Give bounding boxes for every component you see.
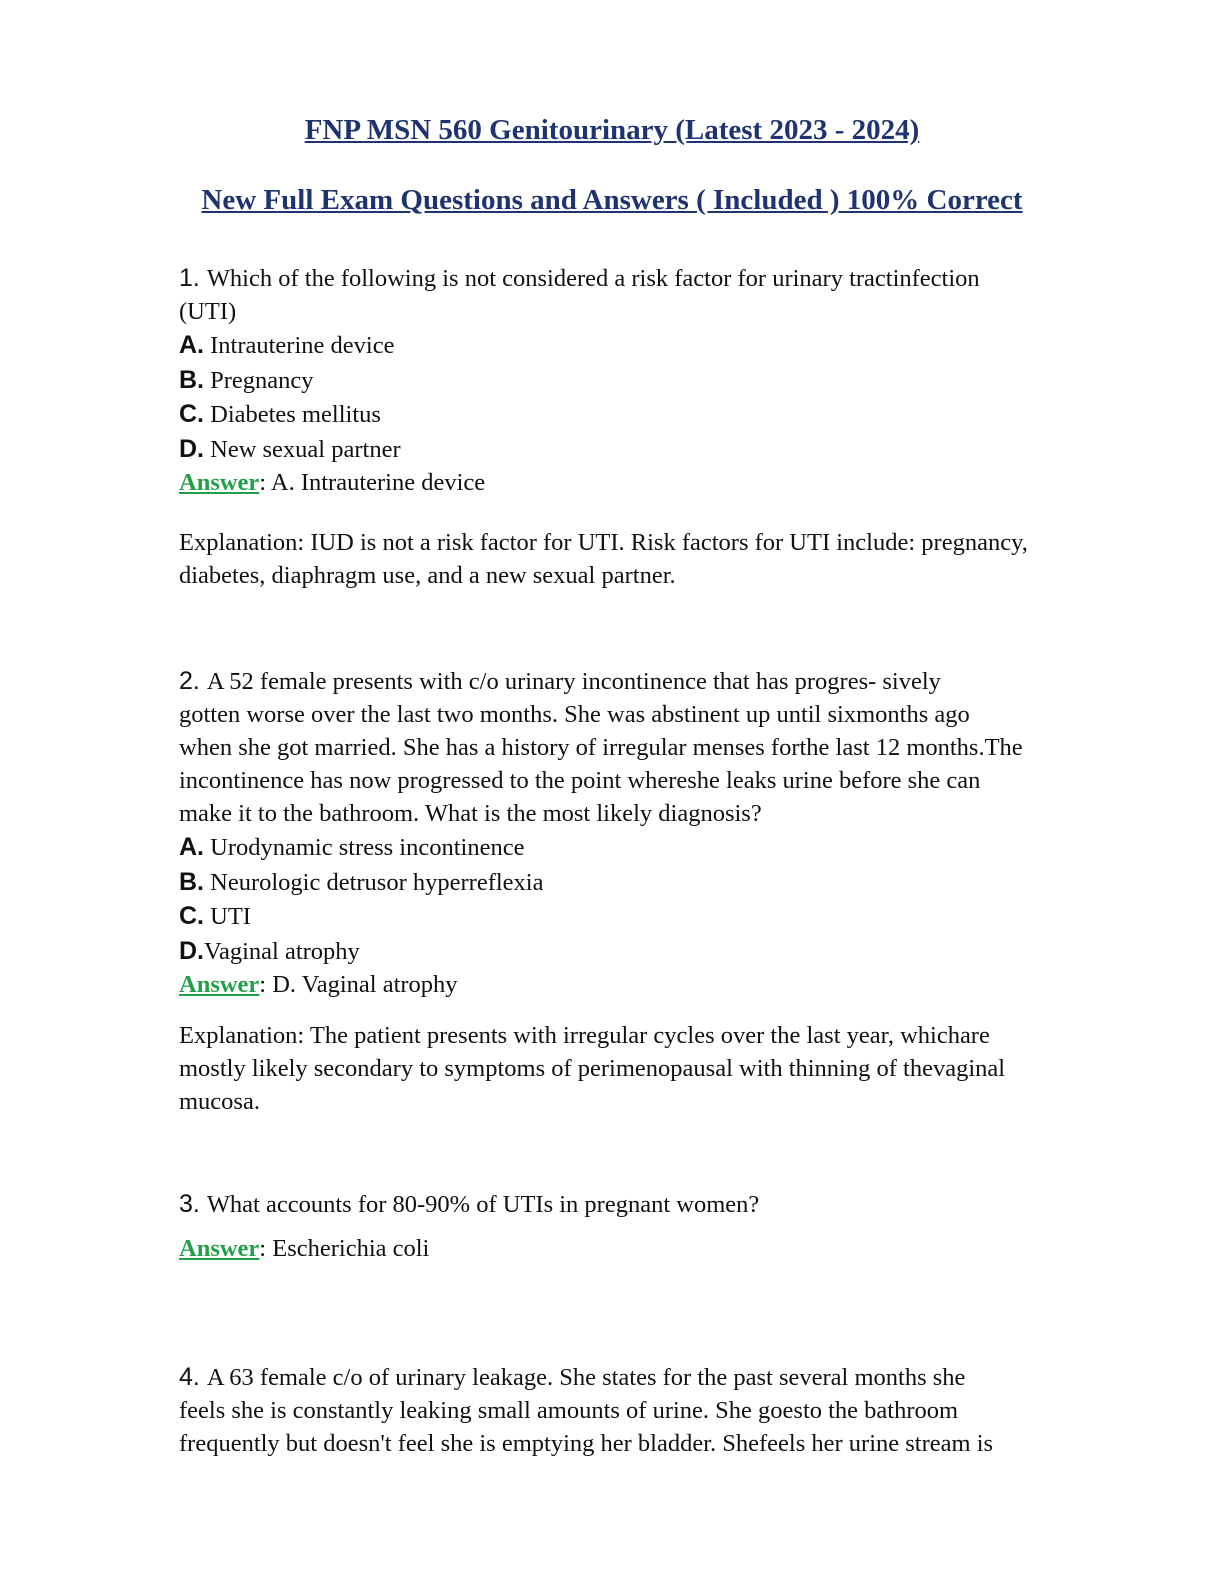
option-text: Diabetes mellitus	[210, 401, 381, 428]
answer-line: Answer: A. Intrauterine device	[179, 469, 486, 496]
option-c	[179, 899, 1139, 934]
answer-3	[179, 1232, 1139, 1265]
question-3-line: 3. What accounts for 80-90% of UTIs in pregnant women?	[179, 1190, 760, 1218]
question-4	[179, 1361, 1139, 1460]
explanation-line: mucosa.	[179, 1088, 260, 1115]
answer-text: D. Vaginal atrophy	[272, 971, 458, 998]
question-text: What accounts for 80-90% of UTIs in pregnant women?	[206, 1191, 760, 1218]
option-text: Vaginal atrophy	[204, 937, 360, 965]
option-b	[179, 363, 1139, 398]
answer-text: Escherichia coli	[272, 1235, 430, 1262]
question-1-line	[179, 295, 1139, 328]
option-letter: A.	[179, 331, 204, 359]
document-title: FNP MSN 560 Genitourinary (Latest 2023 - 2024)	[304, 114, 920, 146]
question-text: A 52 female presents with c/o urinary incontinence that has progres- sively	[206, 668, 941, 695]
option-letter: B.	[179, 867, 204, 896]
answer-line: Answer: D. Vaginal atrophy	[179, 971, 458, 998]
question-2-line: make it to the bathroom. What is the most likely diagnosis?	[179, 800, 762, 827]
question-text: A 63 female c/o of urinary leakage. She states for the past several months she	[206, 1364, 966, 1391]
question-2-line: when she got married. She has a history of irregular menses forthe last 12 months.The	[179, 734, 1023, 761]
question-4-line: frequently but doesn't feel she is emptying her bladder. Shefeels her urine stream is	[179, 1430, 994, 1457]
explanation-1	[179, 526, 1139, 592]
option-letter: D.	[179, 434, 204, 463]
question-2	[179, 665, 1139, 1003]
option-letter: C.	[179, 902, 204, 930]
option-letter: D.	[179, 936, 204, 965]
question-2-line: gotten worse over the last two months. She was abstinent up until sixmonths ago	[179, 701, 970, 728]
question-number: 1	[179, 264, 193, 292]
question-number: 3	[179, 1190, 193, 1218]
explanation-line: diabetes, diaphragm use, and a new sexual partner.	[179, 562, 676, 589]
answer-label: Answer	[179, 971, 260, 998]
option-text: Neurologic detrusor hyperreflexia	[210, 868, 544, 896]
question-text: Which of the following is not considered a risk factor for urinary tractinfection	[206, 265, 980, 292]
option-a	[179, 830, 1139, 865]
option-a	[179, 328, 1139, 363]
question-4-line: 4. A 63 female c/o of urinary leakage. She states for the past several months she	[179, 1363, 966, 1391]
question-number: 4	[179, 1363, 193, 1391]
option-text: Urodynamic stress incontinence	[210, 834, 525, 861]
option-letter: C.	[179, 400, 204, 428]
question-number: 2	[179, 667, 193, 695]
option-c	[179, 397, 1139, 432]
option-letter: B.	[179, 365, 204, 394]
option-d	[179, 432, 1139, 467]
option-text: Pregnancy	[210, 366, 314, 394]
question-text: (UTI)	[179, 298, 237, 325]
explanation-line: mostly likely secondary to symptoms of perimenopausal with thinning of thevaginal	[179, 1055, 1006, 1082]
explanation-line: Explanation: IUD is not a risk factor for UTI. Risk factors for UTI include: pregnancy,	[179, 529, 1028, 556]
question-3	[179, 1188, 1139, 1221]
option-text: Intrauterine device	[210, 332, 395, 359]
explanation-line: Explanation: The patient presents with irregular cycles over the last year, whichare	[179, 1022, 990, 1049]
question-2-line: 2. A 52 female presents with c/o urinary incontinence that has progres- sively	[179, 667, 941, 695]
question-2-line: incontinence has now progressed to the point whereshe leaks urine before she can	[179, 767, 981, 794]
option-text: UTI	[210, 903, 251, 930]
answer-line: Answer: Escherichia coli	[179, 1235, 430, 1262]
answer-text: A. Intrauterine device	[270, 469, 486, 496]
question-1	[179, 262, 1139, 501]
option-d	[179, 934, 1139, 969]
explanation-2	[179, 1019, 1139, 1118]
question-4-line: feels she is constantly leaking small amounts of urine. She goesto the bathroom	[179, 1397, 959, 1424]
option-b	[179, 865, 1139, 900]
option-letter: A.	[179, 833, 204, 861]
answer-label: Answer	[179, 469, 260, 496]
document-subtitle: New Full Exam Questions and Answers ( Included ) 100% Correct	[201, 184, 1023, 216]
option-text: New sexual partner	[210, 435, 401, 463]
question-1-line: 1. Which of the following is not considered a risk factor for urinary tractinfection	[179, 264, 980, 292]
answer-label: Answer	[179, 1235, 260, 1262]
